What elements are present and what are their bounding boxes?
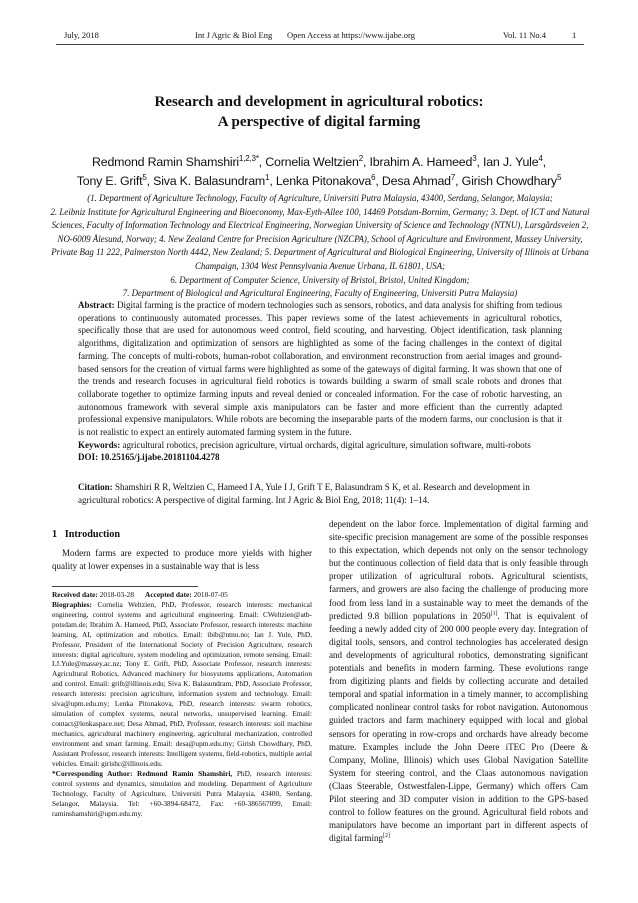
intro-paragraph: Modern farms are expected to produce more yields with higher quality at lower expenses in a sustainable way that is less: [52, 548, 312, 572]
author-affil-marker: 7: [450, 172, 456, 182]
author-affil-marker: 4: [538, 153, 543, 163]
author-name: Tony E. Grift: [76, 174, 143, 188]
abstract-block: [78, 299, 562, 464]
biographies-label: Biographies:: [52, 599, 92, 609]
header-journal: Int J Agric & Biol Eng: [195, 30, 273, 40]
abstract-text: Digital farming is the practice of modern technologies such as sensors, robotics, and data analysis for shifting from tedious operations to continuously automated processes. This paper reviews some of the latest achievements in agricultural robotics, specifically those that are used for autonomous weed control, field scouting, and harvesting. Object identification, task planning algorithms, digitalization and optimization of sensors are highlighted as some of the facing challenges in the context of digital farming. The concepts of multi-robots, human-robot collaboration, and environment reconstruction from aerial images and ground-based sensors for the creation of virtual farms were highlighted as some of the gateways of digital farming. It was shown that one of the trends and research focuses in agricultural field robotics is towards building a swarm of small scale robots and drones that collaborate together to optimize farming inputs and reveal denied or concealed information. For the case of robotic harvesting, an autonomous framework with several simple axis manipulators can be faster and more efficient than the currently adapted professional expensive manipulators. While robots are becoming the inseparable parts of the modern farms, our conclusion is that it is not realistic to expect an entirely automated farming system in the future.: [78, 300, 562, 438]
paper-title: [0, 92, 638, 132]
accepted-date: 2018-07-05: [193, 589, 228, 599]
author-affil-marker: 5: [556, 172, 562, 182]
author-affil-marker: 2: [358, 153, 364, 163]
header-access: Open Access at https://www.ijabe.org: [287, 30, 415, 40]
author-affil-marker: 1,2,3*: [238, 153, 259, 163]
author-name: Ibrahim A. Hameed: [369, 155, 473, 169]
author-name: Ian J. Yule: [482, 155, 539, 169]
citation-paragraph: [78, 481, 562, 506]
doi-value[interactable]: 10.25165/j.ijabe.20181104.4278: [100, 452, 220, 463]
affiliation-line: 2. Leibniz Institute for Agricultural Engineering and Bioeconomy, Max-Eyth-Allee 100, 14469 Potsdam-Bornim, Germany; 3. Dept. of ICT and Natural Sciences, Faculty of Information Technology and Electrical Engineering, Norwegian University of Science and Technology (NTNU), Larsgårdsveien 2, NO-6009 Ålesund, Norway; 4. New Zealand Centre for Precision Agriculture (NZCPA), School of Agriculture and Environment, Massey University, Private Bag 11 222, Palmerston North 4442, New Zealand; 5. Department of Agricultural and Biological Engineering, University of Illinois at Urbana Champaign, 1304 West Pennsylvania Avenue Urbana, IL 61801, USA;: [50, 206, 590, 271]
abstract-label: Abstract:: [78, 300, 115, 310]
citation-label: Citation:: [78, 482, 113, 492]
corresponding-text: PhD, research interests: control systems and dynamics, simulation and modeling. Department of Agriculture Technology, Faculty of Agriculture, Universiti Putra Malaysia, 43400, Serdang, Selangor, Malaysia. Tel: +60-3894-68472, Fax: +60-386567099, Email: raminshamshiri@upm.edu.my.: [52, 768, 312, 818]
citation-text: Shamshiri R R, Weltzien C, Hameed I A, Yule I J, Grift T E, Balasundram S K, et al. Research and development in agricultural robotics: A perspective of digital farming. Int J Agric & Biol Eng, 2018; 11(4): 1–14.: [78, 482, 530, 505]
author-affil-marker: 1: [265, 172, 270, 182]
running-header: [64, 30, 580, 44]
abstract-paragraph: [78, 299, 562, 439]
reference-marker[interactable]: [1]: [490, 610, 498, 617]
body-paragraph: [329, 518, 588, 845]
doi-line: [78, 451, 562, 464]
author-name: Cornelia Weltzien: [265, 155, 359, 169]
header-page-number: 1: [572, 30, 577, 40]
author-name: Siva K. Balasundram: [153, 174, 266, 188]
citation-block: [78, 481, 562, 506]
received-date: 2018-03-28: [99, 589, 135, 599]
header-date: July, 2018: [64, 30, 99, 40]
doi-label: DOI:: [78, 452, 99, 463]
author-name: Desa Ahmad: [381, 174, 451, 188]
left-column: [52, 528, 312, 819]
dates-line: [52, 590, 312, 600]
corresponding-label: *Corresponding Author: Redmond Ramin Shamshiri,: [52, 768, 233, 778]
reference-marker[interactable]: [2]: [383, 833, 390, 840]
author-name: Girish Chowdhary: [461, 174, 557, 188]
affiliation-line: 7. Department of Biological and Agricultural Engineering, Faculty of Engineering, Universiti Putra Malaysia): [122, 288, 518, 299]
right-column: [329, 518, 588, 845]
title-line-1: Research and development in agricultural robotics:: [154, 94, 484, 110]
section-heading: [52, 528, 312, 542]
section-number: 1: [52, 529, 58, 540]
affiliation-line: 6. Department of Computer Science, University of Bristol, Bristol, United Kingdom;: [170, 274, 470, 285]
author-list: Redmond Ramin Shamshiri$^{1,2,3*}$, Cornelia Weltzien$^2$, Ibrahim A. Hameed$^3$, Ian J. Yule$^4$, Tony E. Grift$^5$, Siva K. Balasundram$^1$, Lenka Pitonakova$^6$, Desa Ahmad$^7$, Girish Chowdhary$^5$: [76, 153, 562, 188]
author-affil-marker: 3: [472, 153, 477, 163]
affiliations: [44, 192, 596, 301]
title-line-2: A perspective of digital farming: [217, 114, 421, 130]
biographies: [52, 600, 312, 769]
header-volume: Vol. 11 No.4: [503, 30, 546, 40]
footnotes: [52, 590, 312, 819]
author-affil-marker: 5: [142, 172, 147, 182]
received-label: Received date:: [52, 589, 98, 599]
author-name: Lenka Pitonakova: [275, 174, 372, 188]
body-text: dependent on the labor force. Implementation of digital farming and site-specific precision management are some of the possible responses to this expectation, which depends not only on the sensor technology but the continuous collection of field data that is only feasible through proper utilization of agricultural robots. Agricultural scientists, farmers, and growers are also facing the challenge of producing more food from less land in a sustainable way to meet the demands of the predicted 9.8 billion populations in 2050: [329, 519, 588, 621]
author-affil-marker: 6: [371, 172, 376, 182]
accepted-label: Accepted date:: [145, 589, 192, 599]
body-text: . That is equivalent of feeding a newly added city of 200 000 people every day. Integration of digital tools, sensors, and control technologies has accelerated design and developments of agricultural robotics, demonstrating significant potentials and benefits in modern farming. These evolutions range from digitizing plants and fields by collecting accurate and detailed temporal and spatial information in a timely manner, to accomplishing complicated nonlinear control tasks for robot navigation. Autonomous guided tractors and farm machinery equipped with local and global sensors for operating in row-crops and orchards have already become mature. Examples include the John Deere iTEC Pro (Deere & Company, Moline, Illinois) which uses Global Navigation Satellite System for steering control, and the Claas autonomous navigation (Claas Steerable, Ostwestfalen-Lippe, Germany) which offers Cam Pilot steering and 3D computer vision in addition to the GPS-based control to follow features on the ground. Agricultural field robots and manipulators have become an important part in different aspects of digital farming: [329, 610, 588, 844]
section-title: Introduction: [64, 529, 121, 540]
footnote-rule: [52, 586, 198, 587]
affiliation-line: (1. Department of Agriculture Technology, Faculty of Agriculture, Universiti Putra Malaysia, 43400, Serdang, Selangor, Malaysia;: [87, 193, 553, 203]
author-name: Redmond Ramin Shamshiri: [92, 155, 239, 169]
keywords-label: Keywords:: [78, 439, 121, 450]
corresponding-author: [52, 769, 312, 819]
keywords-text: agricultural robotics, precision agriculture, virtual orchards, digital agriculture, simulation software, multi-robots: [122, 439, 531, 450]
header-rule: [56, 44, 584, 45]
biographies-text: Cornelia Weltzien, PhD, Professor, research interests: mechanical engineering, control systems and agricultural engineering. Email: CWeltzien@atb-potsdam.de; Ibrahim A. Hameed, PhD, Associate Professor, research interests: machine learning, AI, optimization and robotics. Email: ibib@ntnu.no; Ian J. Yule, PhD, Professor, President of the International Society of Precision Agriculture, research interests: digital agriculture, system modeling and optimization, remote sensing. Email: I.J.Yule@massey.ac.nz; Tony E. Grift, PhD, Associate Professor, research interests: Agricultural Robotics, Advanced machinery for biosystems applications, Automation and control. Email: grift@illinois.edu; Siva K. Balasundram, PhD, Associate Professor, research interests: precision agriculture, information system and technology. Email: siva@upm.edu.my; Lenka Pitonakova, PhD, research interests: swarm robotics, simulation of complex systems, neural networks, unsupervised learning. Email: contact@lenkaspace.net; Desa Ahmad, PhD, Professor, research interests: soil machine mechanics, agricultural machinery engineering, agricultural mechanization, controlled environment and smart farming. Email: desa@upm.edu.my; Girish Chowdhary, PhD, Assistant Professor, research interests: Intelligent systems, field-robotics, multiple aerial vehicles. Email: girishc@illinois.edu.: [52, 599, 312, 769]
keywords-line: [78, 439, 562, 452]
